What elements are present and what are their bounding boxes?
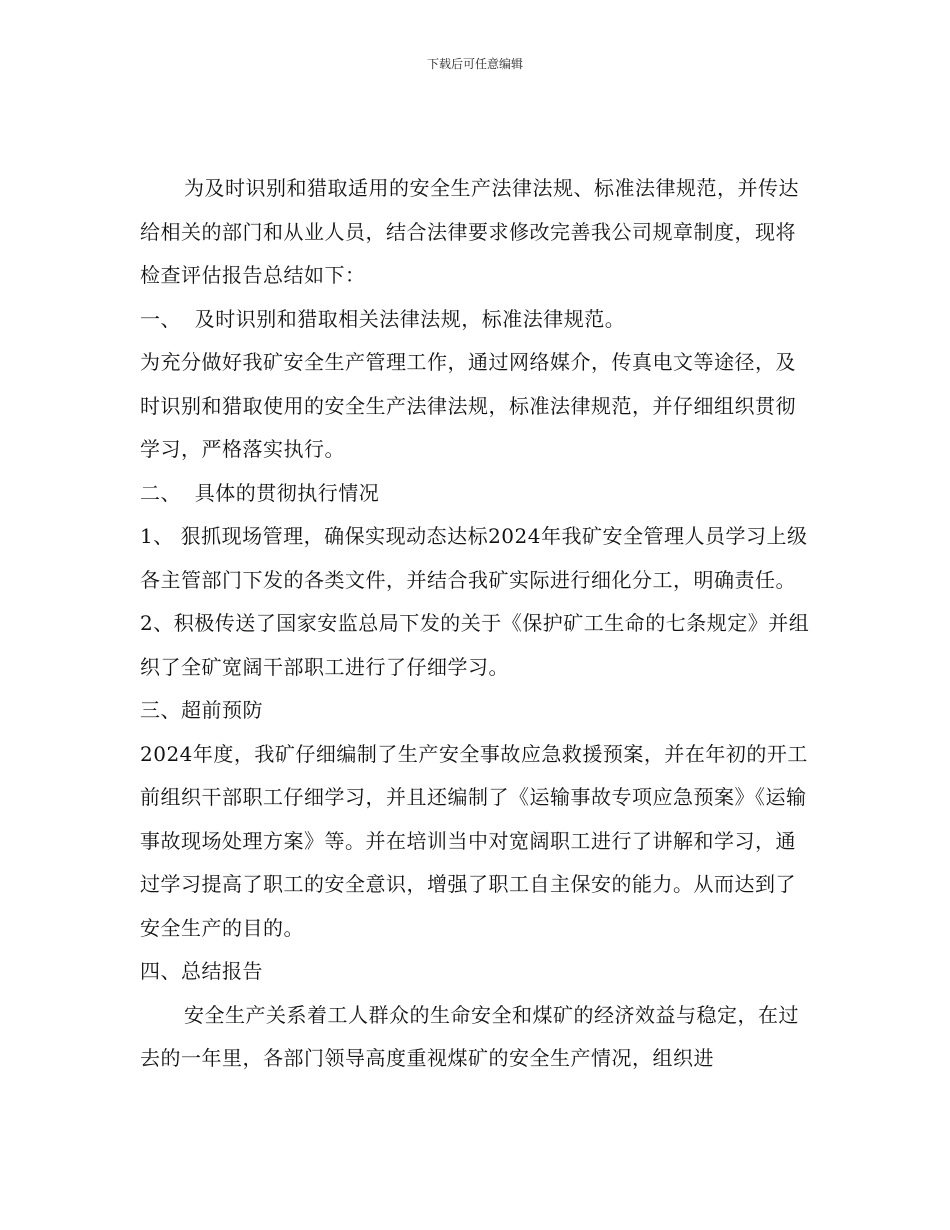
list-item-1: 1、 狠抓现场管理，确保实现动态达标2024年我矿安全管理人员学习上级各主管部门下发的各类文件，并结合我矿实际进行细化分工，明确责任。 — [140, 524, 808, 592]
section-paragraph-1: 为充分做好我矿安全生产管理工作，通过网络媒介，传真电文等途径，及时识别和猎取使用的安全生产法律法规，标准法律规范，并仔细组织贯彻学习，严格落实执行。 — [140, 350, 796, 461]
section-heading-2: 二、 具体的贯彻执行情况 — [140, 480, 380, 505]
section-paragraph-3: 2024年度，我矿仔细编制了生产安全事故应急救援预案，并在年初的开工前组织干部职工仔细学习，并且还编制了《运输事故专项应急预案》《运输事故现场处理方案》等。并在培训当中对宽阔职工进行了讲解和学习，通过学习提高了职工的安全意识，增强了职工自主保安的能力。从而达到了安全生产的目的。 — [140, 741, 808, 940]
section-heading-1: 一、 及时识别和猎取相关法律法规，标准法律规范。 — [140, 306, 626, 331]
section-heading-4: 四、总结报告 — [140, 959, 263, 983]
summary-paragraph: 安全生产关系着工人群众的生命安全和煤矿的经济效益与稳定，在过去的一年里，各部门领导高度重视煤矿的安全生产情况，组织进 — [140, 1002, 799, 1070]
list-item-2: 2、积极传送了国家安监总局下发的关于《保护矿工生命的七条规定》并组织了全矿宽阔干部职工进行了仔细学习。 — [140, 611, 810, 679]
intro-paragraph: 为及时识别和猎取适用的安全生产法律法规、标准法律规范，并传达给相关的部门和从业人员，结合法律要求修改完善我公司规章制度，现将检查评估报告总结如下： — [140, 176, 799, 287]
section-heading-3: 三、超前预防 — [140, 698, 263, 722]
document-body — [140, 167, 812, 1081]
page-header: 下载后可任意编辑 — [426, 57, 523, 71]
